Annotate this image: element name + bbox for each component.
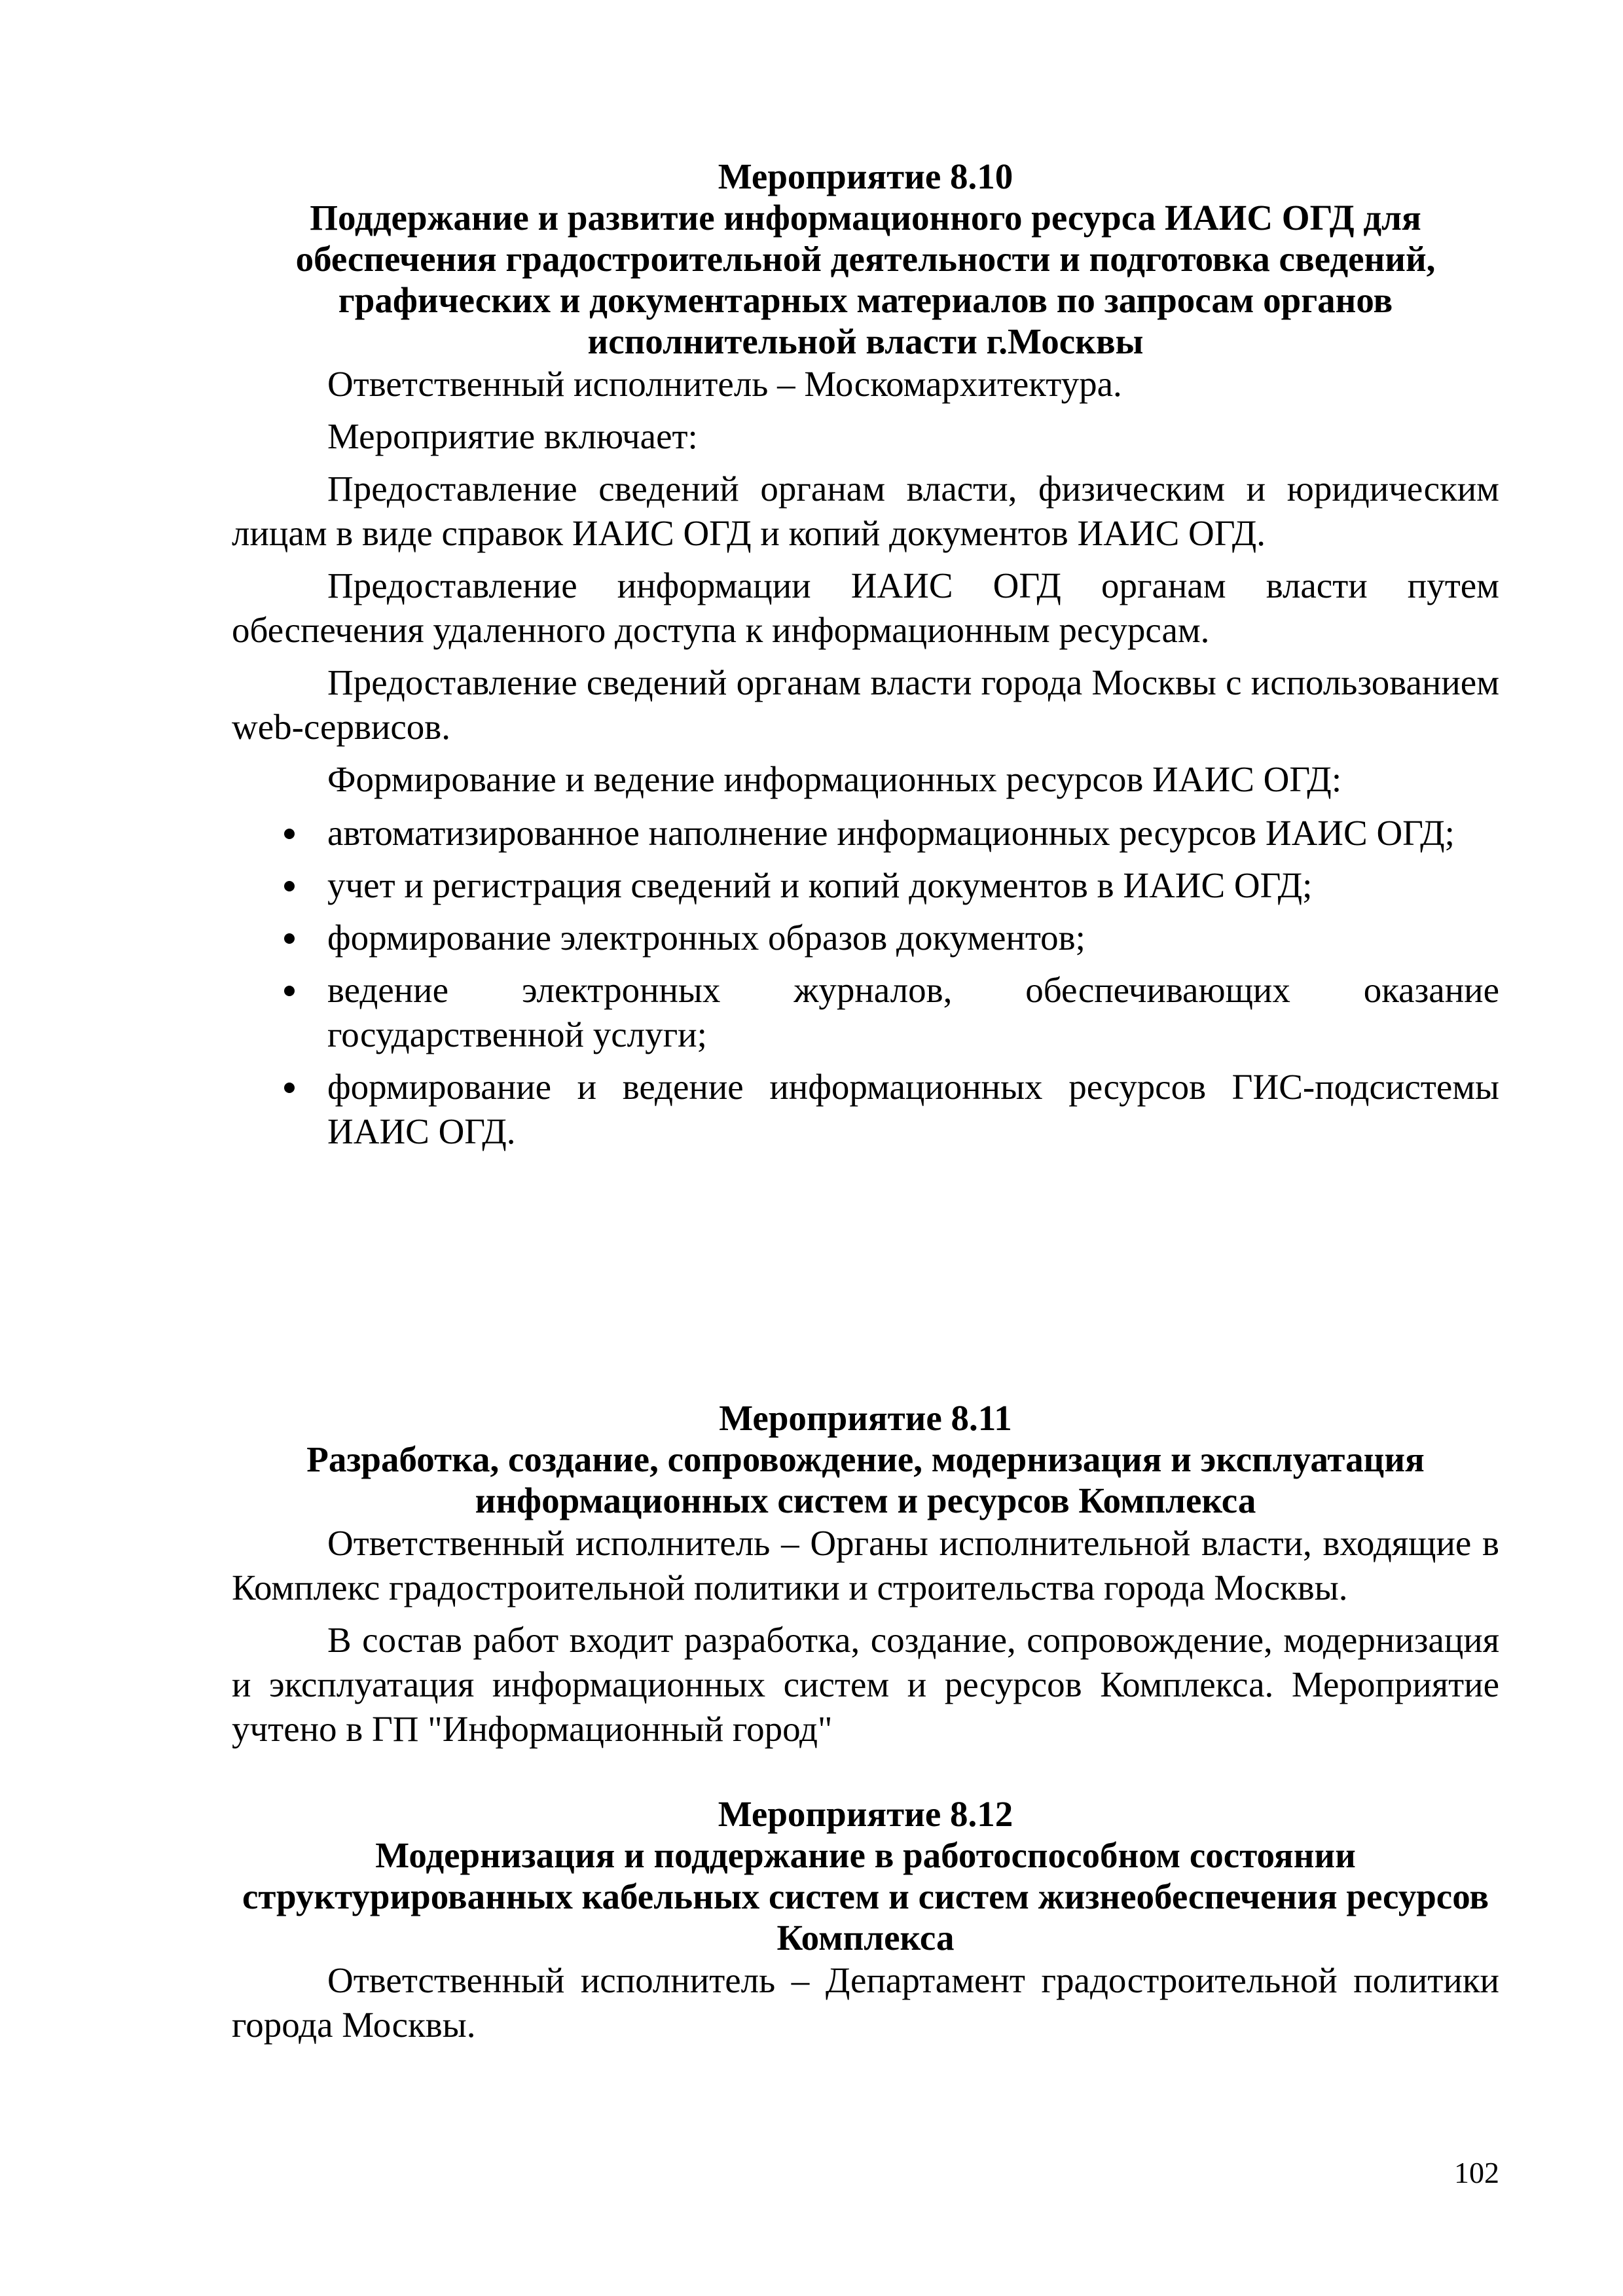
bullet-item xyxy=(232,863,1499,908)
bullet-icon xyxy=(284,933,295,944)
paragraph: Предоставление сведений органам власти города Москвы с использованием web-сервисов. xyxy=(232,662,1499,747)
bullet-item xyxy=(232,968,1499,1057)
section-title: Разработка, создание, сопровождение, модернизация и эксплуатация информационных систем и ресурсов Комплекса xyxy=(306,1439,1425,1520)
section-number: Мероприятие 8.11 xyxy=(719,1398,1012,1438)
bullet-item xyxy=(232,1065,1499,1154)
bullet-text: ведение электронных журналов, обеспечивающих оказание государственной услуги; xyxy=(327,970,1499,1054)
paragraph: Ответственный исполнитель – Москомархитектура. xyxy=(327,364,1122,404)
section-number: Мероприятие 8.12 xyxy=(718,1794,1013,1834)
bullet-text: автоматизированное наполнение информационных ресурсов ИАИС ОГД; xyxy=(327,813,1455,853)
bullet-icon xyxy=(284,1083,295,1093)
bullet-text: формирование электронных образов документов; xyxy=(327,918,1085,958)
bullet-icon xyxy=(284,881,295,891)
bullet-item xyxy=(232,811,1499,855)
page-number: 102 xyxy=(1454,2156,1499,2189)
bullet-list xyxy=(232,811,1499,1154)
section-number: Мероприятие 8.10 xyxy=(718,156,1013,196)
section-title: Поддержание и развитие информационного ресурса ИАИС ОГД для обеспечения градостроительной деятельности и подготовка сведений, графических и документарных материалов по запросам органов исполнительной власти г.Москвы xyxy=(295,198,1436,361)
paragraph: Мероприятие включает: xyxy=(327,416,698,456)
bullet-item xyxy=(232,916,1499,960)
paragraph: Ответственный исполнитель – Органы исполнительной власти, входящие в Комплекс градостроительной политики и строительства города Москвы. xyxy=(232,1523,1499,1607)
paragraph: Ответственный исполнитель – Департамент градостроительной политики города Москвы. xyxy=(232,1960,1499,2045)
paragraph: Предоставление информации ИАИС ОГД органам власти путем обеспечения удаленного доступа к информационным ресурсам. xyxy=(232,565,1499,650)
bullet-icon xyxy=(284,829,295,839)
bullet-icon xyxy=(284,986,295,996)
bullet-text: формирование и ведение информационных ресурсов ГИС-подсистемы ИАИС ОГД. xyxy=(327,1067,1499,1151)
section-title: Модернизация и поддержание в работоспособном состоянии структурированных кабельных систем и систем жизнеобеспечения ресурсов Комплекса xyxy=(242,1835,1489,1958)
section-8-10 xyxy=(232,156,1499,1162)
section-8-11 xyxy=(232,1397,1499,1751)
section-8-12 xyxy=(232,1793,1499,2047)
paragraph: Предоставление сведений органам власти, физическим и юридическим лицам в виде справок ИАИС ОГД и копий документов ИАИС ОГД. xyxy=(232,469,1499,553)
paragraph: Формирование и ведение информационных ресурсов ИАИС ОГД: xyxy=(327,759,1342,799)
paragraph: В состав работ входит разработка, создание, сопровождение, модернизация и эксплуатация информационных систем и ресурсов Комплекса. Мероприятие учтено в ГП "Информационный город" xyxy=(232,1620,1499,1749)
bullet-text: учет и регистрация сведений и копий документов в ИАИС ОГД; xyxy=(327,865,1313,905)
